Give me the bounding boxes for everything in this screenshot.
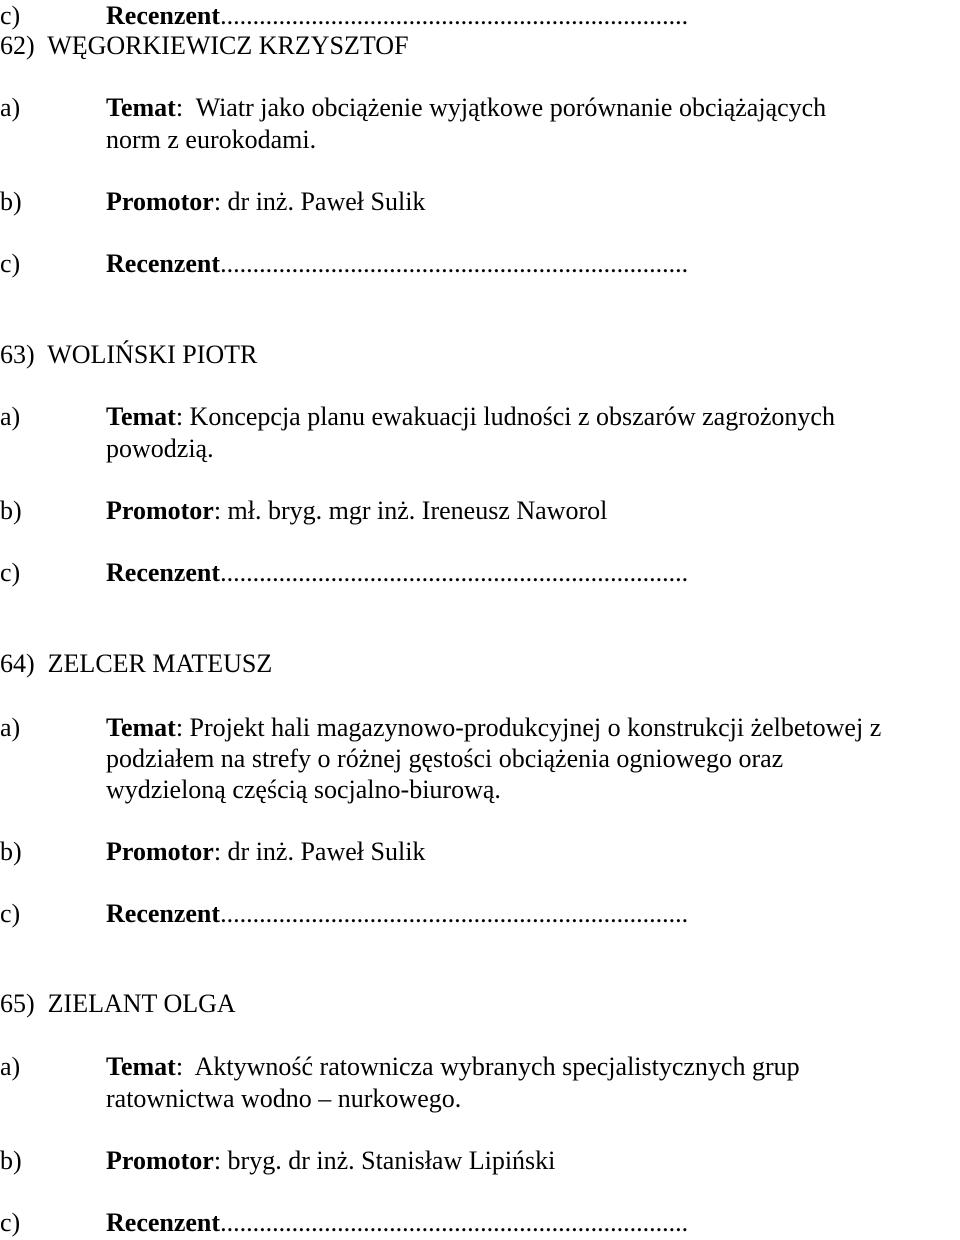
promotor-label: Promotor <box>106 837 214 866</box>
item-marker: a) <box>0 1052 21 1081</box>
temat-text: Temat: Projekt hali magazynowo-produkcyjnej o konstrukcji żelbetowej z <box>106 713 882 742</box>
recenzent-line: Recenzent........................................................................ <box>106 558 689 587</box>
promotor-marker: b) <box>0 1146 22 1175</box>
temat-text-continued: ratownictwa wodno – nurkowego. <box>106 1084 462 1113</box>
student-name: WOLIŃSKI PIOTR <box>47 340 258 369</box>
temat-text: Temat: Koncepcja planu ewakuacji ludności z obszarów zagrożonych <box>106 402 835 431</box>
temat-label: Temat <box>106 402 176 431</box>
promotor-label: Promotor <box>106 1146 214 1175</box>
temat-text-continued: wydzieloną częścią socjalno-biurową. <box>106 775 501 804</box>
entry-heading: 65) ZIELANT OLGA <box>0 989 236 1018</box>
recenzent-marker: c) <box>0 249 21 278</box>
promotor-line: Promotor: mł. bryg. mgr inż. Ireneusz Naworol <box>106 496 608 525</box>
item-marker: a) <box>0 713 21 742</box>
recenzent-marker: c) <box>0 1208 21 1237</box>
recenzent-line: Recenzent........................................................................ <box>106 899 689 928</box>
promotor-marker: b) <box>0 187 22 216</box>
recenzent-marker: c) <box>0 558 21 587</box>
promotor-line: Promotor: bryg. dr inż. Stanisław Lipiński <box>106 1146 556 1175</box>
temat-label: Temat <box>106 713 176 742</box>
temat-label: Temat <box>106 1052 176 1081</box>
temat-text: Temat: Aktywność ratownicza wybranych specjalistycznych grup <box>106 1052 800 1081</box>
entry-heading: 64) ZELCER MATEUSZ <box>0 649 273 678</box>
promotor-line: Promotor: dr inż. Paweł Sulik <box>106 837 426 866</box>
recenzent-marker: c) <box>0 899 21 928</box>
item-marker: c) <box>0 1 21 30</box>
temat-label: Temat <box>106 93 176 122</box>
recenzent-line: Recenzent........................................................................ <box>106 1208 689 1237</box>
promotor-label: Promotor <box>106 187 214 216</box>
temat-text-continued: norm z eurokodami. <box>106 125 317 154</box>
promotor-value: mł. bryg. mgr inż. Ireneusz Naworol <box>227 496 608 525</box>
promotor-marker: b) <box>0 496 22 525</box>
promotor-value: bryg. dr inż. Stanisław Lipiński <box>221 1146 556 1175</box>
promotor-value: dr inż. Paweł Sulik <box>227 837 426 866</box>
promotor-label: Promotor <box>106 496 214 525</box>
temat-text: Temat: Wiatr jako obciążenie wyjątkowe porównanie obciążających <box>106 93 827 122</box>
promotor-marker: b) <box>0 837 22 866</box>
recenzent-label: Recenzent........................................................................ <box>106 1 689 30</box>
entry-heading: 62) WĘGORKIEWICZ KRZYSZTOF <box>0 31 409 60</box>
student-name: WĘGORKIEWICZ KRZYSZTOF <box>47 31 409 60</box>
temat-text-continued: powodzią. <box>106 434 214 463</box>
temat-text-continued: podziałem na strefy o różnej gęstości obciążenia ogniowego oraz <box>106 744 784 773</box>
item-marker: a) <box>0 93 21 122</box>
entry-heading: 63) WOLIŃSKI PIOTR <box>0 340 258 369</box>
student-name: ZIELANT OLGA <box>47 989 236 1018</box>
promotor-value: dr inż. Paweł Sulik <box>227 187 426 216</box>
student-name: ZELCER MATEUSZ <box>47 649 273 678</box>
item-marker: a) <box>0 402 21 431</box>
temat-line <box>0 92 20 124</box>
promotor-line: Promotor: dr inż. Paweł Sulik <box>106 187 426 216</box>
recenzent-line: Recenzent........................................................................ <box>106 249 689 278</box>
